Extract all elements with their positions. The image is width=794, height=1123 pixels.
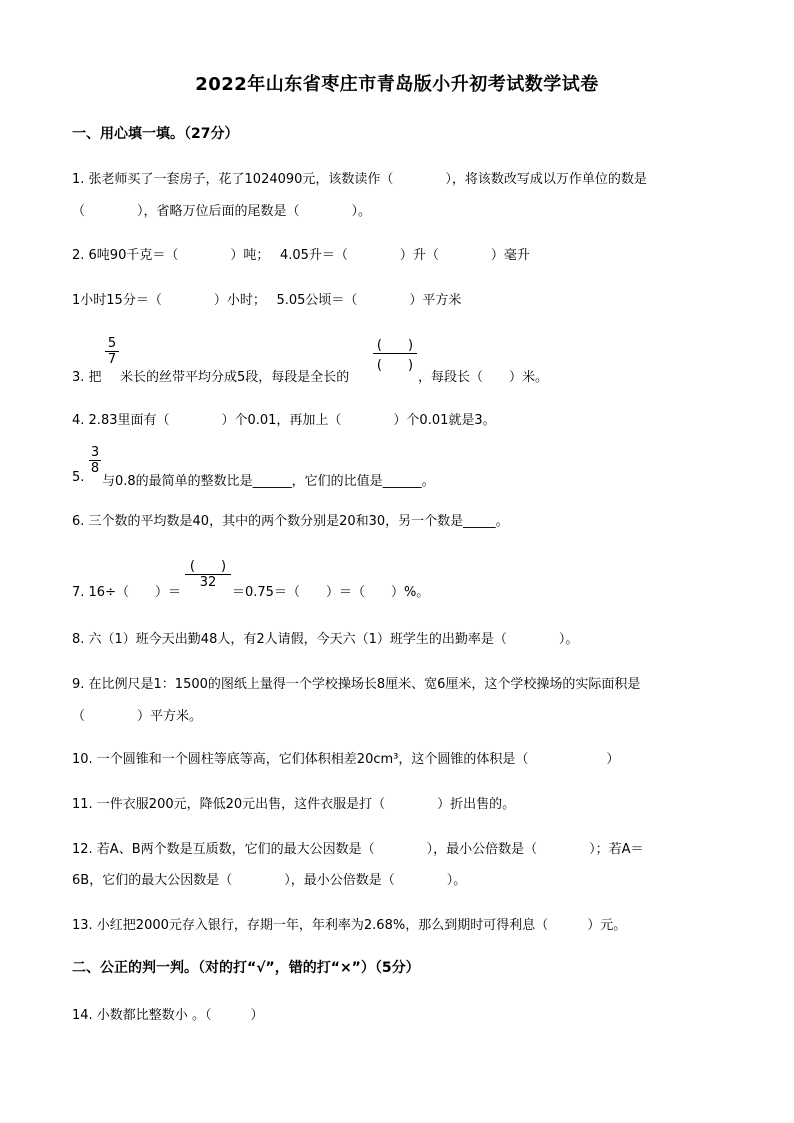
question-6: 6. 三个数的平均数是40，其中的两个数分别是20和30，另一个数是_____。	[72, 514, 509, 529]
question-3-middle: 米长的丝带平均分成5段，每段是全长的	[120, 370, 350, 385]
question-12-line-1: 12. 若A、B两个数是互质数，它们的最大公因数是（ ），最小公倍数是（ ）；若A＝	[72, 842, 644, 857]
section-2-heading: 二、公正的判一判。（对的打“√”，错的打“×”）（5分）	[72, 960, 420, 976]
question-2-line-1: 2. 6吨90千克＝（ ）吨； 4.05升＝（ ）升（ ）毫升	[72, 248, 530, 263]
question-13: 13. 小红把2000元存入银行，存期一年，年利率为2.68%，那么到期时可得利息（ ）元。	[72, 918, 627, 933]
question-3-suffix: ，每段长（ ）米。	[418, 370, 549, 385]
question-11: 11. 一件衣服200元，降低20元出售，这件衣服是打（ ）折出售的。	[72, 797, 516, 812]
section-1-heading: 一、用心填一填。（27分）	[72, 126, 239, 142]
question-8: 8. 六（1）班今天出勤48人，有2人请假，今天六（1）班学生的出勤率是（ ）。	[72, 632, 579, 647]
question-7-suffix: ＝0.75＝（ ）＝（ ）%。	[232, 585, 430, 600]
fraction-numerator: 5	[107, 336, 117, 351]
question-9-line-1: 9. 在比例尺是1：1500的图纸上量得一个学校操场长8厘米、宽6厘米，这个学校操场的实际面积是	[72, 677, 641, 692]
question-7-fraction	[185, 555, 231, 590]
question-5-prefix: 5.	[72, 470, 85, 485]
blank-numerator: ( )	[189, 559, 227, 574]
question-3-prefix: 3. 把	[72, 370, 102, 385]
question-7-prefix: 7. 16÷（ ）＝	[72, 585, 181, 600]
question-1-line-2: （ ），省略万位后面的尾数是（ ）。	[72, 204, 372, 219]
question-14: 14. 小数都比整数小 。（ ）	[72, 1008, 264, 1023]
question-12-line-2: 6B，它们的最大公因数是（ ），最小公倍数是（ ）。	[72, 873, 467, 888]
blank-denominator: ( )	[373, 353, 417, 373]
fraction-denominator: 7	[105, 351, 119, 367]
question-2-line-2: 1小时15分＝（ ）小时； 5.05公顷＝（ ）平方米	[72, 293, 462, 308]
question-9-line-2: （ ）平方米。	[72, 709, 203, 724]
fraction-denominator: 32	[185, 574, 231, 590]
question-5-fraction	[89, 445, 101, 476]
question-1-line-1: 1. 张老师买了一套房子，花了1024090元，该数读作（ ），将该数改写成以万作单位的数是	[72, 172, 647, 187]
question-3-fraction	[105, 336, 119, 367]
fraction-denominator: 8	[90, 461, 100, 476]
question-4: 4. 2.83里面有（ ）个0.01，再加上（ ）个0.01就是3。	[72, 413, 496, 428]
question-5-text: 与0.8的最简单的整数比是______，它们的比值是______。	[102, 474, 435, 489]
exam-title: 2022年山东省枣庄市青岛版小升初考试数学试卷	[195, 74, 599, 95]
blank-numerator: ( )	[376, 338, 414, 353]
question-10: 10. 一个圆锥和一个圆柱等底等高，它们体积相差20cm³，这个圆锥的体积是（ ）	[72, 752, 620, 767]
fraction-numerator: 3	[90, 445, 100, 460]
question-3-blank-fraction	[373, 334, 417, 373]
